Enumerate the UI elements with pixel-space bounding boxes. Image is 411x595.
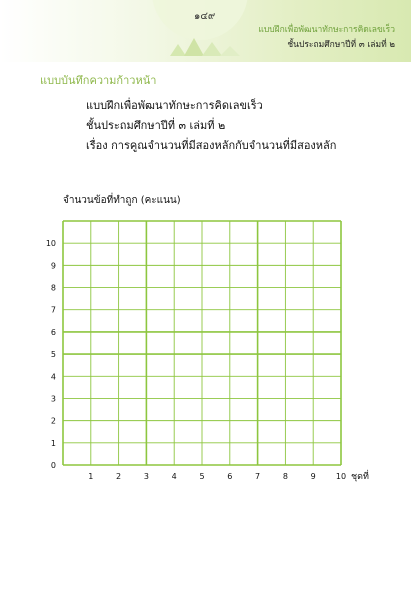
y-tick-label: 4: [50, 372, 56, 382]
y-tick-label: 5: [50, 350, 56, 360]
y-tick-label: 2: [50, 416, 56, 426]
x-axis-label: ชุดที่: [351, 472, 369, 482]
chart-title: จำนวนข้อที่ทำถูก (คะแนน): [63, 195, 181, 206]
x-tick-label: 6: [227, 472, 233, 481]
y-tick-label: 9: [50, 261, 56, 271]
x-tick-label: 2: [116, 472, 122, 481]
info-grade-volume: ชั้นประถมศึกษาปีที่ ๓ เล่มที่ ๒: [86, 119, 226, 132]
y-tick-label: 0: [50, 461, 56, 470]
x-tick-label: 7: [255, 472, 261, 481]
x-tick-label: 8: [282, 472, 288, 481]
section-title: แบบบันทึกความก้าวหน้า: [40, 74, 157, 87]
x-tick-label: 3: [143, 472, 149, 481]
y-tick-label: 8: [50, 283, 56, 293]
info-book-title: แบบฝึกเพื่อพัฒนาทักษะการคิดเลขเร็ว: [86, 99, 263, 112]
x-tick-label: 5: [199, 472, 205, 481]
y-tick-label: 1: [50, 438, 56, 448]
x-tick-label: 4: [171, 472, 177, 481]
page-number: ๑๔๙: [194, 11, 216, 22]
y-tick-label: 3: [50, 394, 56, 404]
x-tick-label: 1: [88, 472, 94, 481]
y-tick-label: 6: [50, 327, 56, 337]
x-tick-label: 9: [310, 472, 316, 481]
book-title: แบบฝึกเพื่อพัฒนาทักษะการคิดเลขเร็ว: [258, 25, 395, 35]
x-tick-label: 10: [335, 472, 347, 481]
info-topic: เรื่อง การคูณจำนวนที่มีสองหลักกับจำนวนที่มีสองหลัก: [86, 139, 337, 152]
book-subtitle: ชั้นประถมศึกษาปีที่ ๓ เล่มที่ ๒: [287, 40, 395, 50]
y-tick-label: 7: [50, 305, 56, 315]
y-tick-label: 10: [45, 239, 56, 249]
